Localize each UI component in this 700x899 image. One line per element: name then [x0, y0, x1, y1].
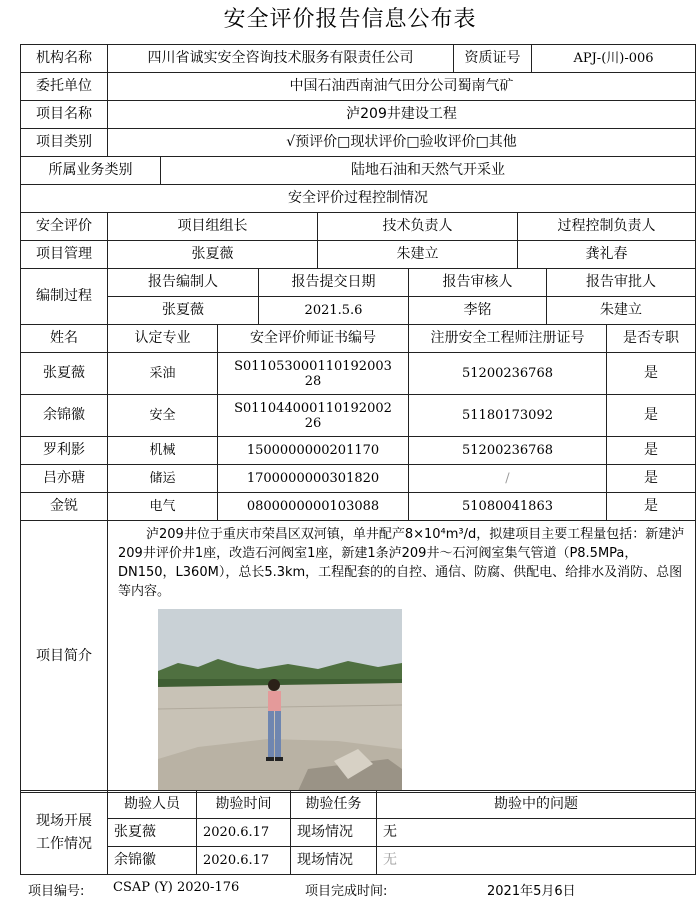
project-name-label: 项目名称 — [21, 101, 108, 129]
management-header: 过程控制负责人 — [518, 213, 696, 241]
client-label: 委托单位 — [21, 73, 108, 101]
table-row — [21, 493, 696, 521]
cert-value: APJ-(川)-006 — [532, 45, 696, 73]
project-type-label: 项目类别 — [21, 129, 108, 157]
compile-value: 张夏薇 — [108, 297, 259, 325]
business-label: 所属业务类别 — [21, 157, 161, 185]
staff-cert: S011053000110192003 28 — [218, 353, 409, 395]
staff-major: 储运 — [108, 465, 218, 493]
staff-full: 是 — [607, 353, 696, 395]
project-name-value: 泸209井建设工程 — [108, 101, 696, 129]
staff-header: 注册安全工程师注册证号 — [409, 325, 607, 353]
staff-header: 认定专业 — [108, 325, 218, 353]
staff-full: 是 — [607, 493, 696, 521]
site-task: 现场情况 — [291, 819, 377, 847]
site-header: 勘验中的问题 — [377, 791, 696, 819]
staff-header: 安全评价师证书编号 — [218, 325, 409, 353]
staff-reg: 51180173092 — [409, 395, 607, 437]
client-value: 中国石油西南油气田分公司蜀南气矿 — [108, 73, 696, 101]
staff-name: 金锐 — [21, 493, 108, 521]
intro-cell — [108, 521, 696, 793]
footer-code-value: CSAP (Y) 2020-176 — [113, 880, 240, 895]
page-title: 安全评价报告信息公布表 — [223, 7, 477, 32]
staff-full: 是 — [607, 395, 696, 437]
intro-label: 项目简介 — [21, 521, 108, 793]
table-row — [21, 353, 696, 395]
footer-done-label: 项目完成时间: — [305, 884, 388, 899]
info-table-top — [20, 44, 696, 157]
management-value: 朱建立 — [318, 241, 518, 269]
site-label: 现场开展 工作情况 — [21, 791, 108, 875]
site-header: 勘验任务 — [291, 791, 377, 819]
staff-reg: 51080041863 — [409, 493, 607, 521]
staff-name: 张夏薇 — [21, 353, 108, 395]
staff-full: 是 — [607, 437, 696, 465]
management-label-2: 项目管理 — [21, 241, 108, 269]
compile-value: 2021.5.6 — [259, 297, 409, 325]
table-row — [21, 819, 696, 847]
management-table — [20, 212, 696, 269]
site-issue: 无 — [377, 819, 696, 847]
table-row — [21, 437, 696, 465]
staff-header: 姓名 — [21, 325, 108, 353]
info-table-business — [20, 156, 696, 213]
staff-header: 是否专职 — [607, 325, 696, 353]
compile-header: 报告编制人 — [108, 269, 259, 297]
site-person: 余锦徽 — [108, 847, 197, 875]
compile-value: 李铭 — [409, 297, 547, 325]
footer-code-label: 项目编号: — [28, 884, 85, 899]
table-row — [21, 847, 696, 875]
staff-cert: 1700000000301820 — [218, 465, 409, 493]
site-person: 张夏薇 — [108, 819, 197, 847]
site-table — [20, 790, 696, 875]
staff-major: 安全 — [108, 395, 218, 437]
site-header: 勘验人员 — [108, 791, 197, 819]
process-title: 安全评价过程控制情况 — [21, 185, 696, 213]
staff-name: 罗利影 — [21, 437, 108, 465]
management-value: 张夏薇 — [108, 241, 318, 269]
staff-reg: 51200236768 — [409, 437, 607, 465]
project-type-value: √预评价□现状评价□验收评价□其他 — [108, 129, 696, 157]
staff-cert: 1500000000201170 — [218, 437, 409, 465]
staff-cert: S011044000110192002 26 — [218, 395, 409, 437]
compile-header: 报告审核人 — [409, 269, 547, 297]
cert-label: 资质证号 — [454, 45, 532, 73]
business-value: 陆地石油和天然气开采业 — [161, 157, 696, 185]
staff-cert: 0800000000103088 — [218, 493, 409, 521]
site-date: 2020.6.17 — [197, 819, 291, 847]
compile-header: 报告提交日期 — [259, 269, 409, 297]
compile-label: 编制过程 — [21, 269, 108, 325]
site-photo — [158, 609, 402, 791]
management-header: 技术负责人 — [318, 213, 518, 241]
management-header: 项目组组长 — [108, 213, 318, 241]
site-date: 2020.6.17 — [197, 847, 291, 875]
management-label-1: 安全评价 — [21, 213, 108, 241]
site-issue: 无 — [377, 847, 696, 875]
site-task: 现场情况 — [291, 847, 377, 875]
staff-major: 电气 — [108, 493, 218, 521]
staff-table — [20, 324, 696, 793]
compile-table — [20, 268, 696, 325]
table-row — [21, 395, 696, 437]
compile-value: 朱建立 — [547, 297, 696, 325]
staff-name: 余锦徽 — [21, 395, 108, 437]
staff-name: 吕亦瑭 — [21, 465, 108, 493]
org-label: 机构名称 — [21, 45, 108, 73]
org-value: 四川省诚实安全咨询技术服务有限责任公司 — [108, 45, 454, 73]
staff-reg: 51200236768 — [409, 353, 607, 395]
table-row — [21, 465, 696, 493]
staff-reg: / — [409, 465, 607, 493]
compile-header: 报告审批人 — [547, 269, 696, 297]
intro-text: 泸209井位于重庆市荣昌区双河镇，单井配产8×10⁴m³/d，拟建项目主要工程量包括：新建泸209井评价井1座，改造石河阀室1座，新建1条泸209井～石河阀室集气管道（P8.5MPa，DN150，L360M），总长5.3km，工程配套的的自控、通信、防腐、供配电、给排水及消防、总图等内容。 — [118, 527, 685, 599]
site-header: 勘验时间 — [197, 791, 291, 819]
management-value: 龚礼春 — [518, 241, 696, 269]
staff-major: 机械 — [108, 437, 218, 465]
footer-done-value: 2021年5月6日 — [487, 884, 576, 899]
staff-full: 是 — [607, 465, 696, 493]
staff-major: 采油 — [108, 353, 218, 395]
